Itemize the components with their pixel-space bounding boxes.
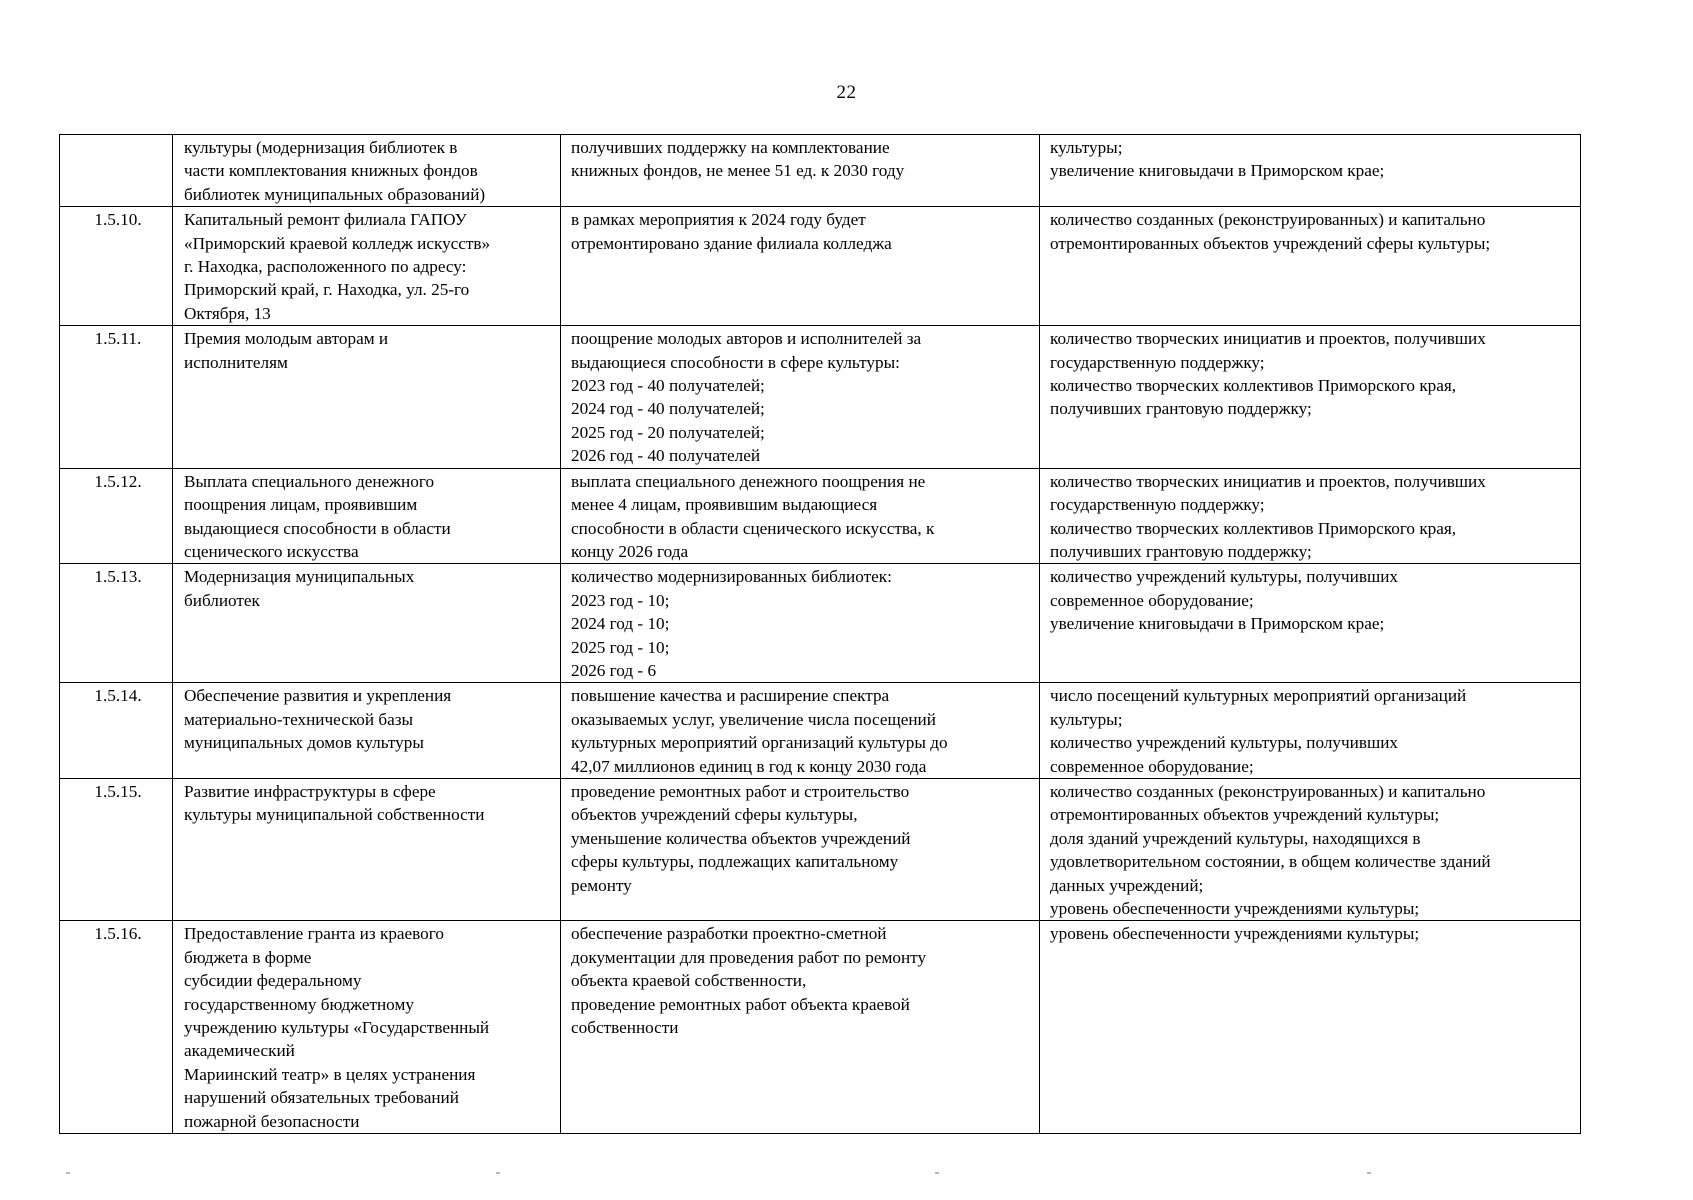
row-number: 1.5.14. [60,683,173,779]
expected-result: выплата специального денежного поощрения не менее 4 лицам, проявившим выдающиеся способности в области сценического искусства, к концу 2026 года [561,468,1040,564]
scan-dot [66,1172,70,1174]
indicator: количество творческих инициатив и проектов, получивших государственную поддержку; количество творческих коллективов Приморского края, получивших грантовую поддержку; [1040,468,1581,564]
row-number [60,135,173,207]
row-number: 1.5.11. [60,326,173,468]
table-row [60,564,1581,683]
row-number: 1.5.13. [60,564,173,683]
scan-artifacts [0,1172,1693,1182]
activity-name: Развитие инфраструктуры в сфере культуры муниципальной собственности [173,778,561,920]
indicator: количество творческих инициатив и проектов, получивших государственную поддержку; количество творческих коллективов Приморского края, получивших грантовую поддержку; [1040,326,1581,468]
indicator: уровень обеспеченности учреждениями культуры; [1040,921,1581,1134]
expected-result: повышение качества и расширение спектра оказываемых услуг, увеличение числа посещений культурных мероприятий организаций культуры до 42,07 миллионов единиц в год к концу 2030 года [561,683,1040,779]
activity-name: культуры (модернизация библиотек в части комплектования книжных фондов библиотек муниципальных образований) [173,135,561,207]
activity-name: Выплата специального денежного поощрения лицам, проявившим выдающиеся способности в области сценического искусства [173,468,561,564]
activity-name: Капитальный ремонт филиала ГАПОУ «Приморский краевой колледж искусств» г. Находка, расположенного по адресу: Приморский край, г. Находка, ул. 25-го Октября, 13 [173,207,561,326]
table-row [60,135,1581,207]
row-number: 1.5.12. [60,468,173,564]
table-row [60,326,1581,468]
activity-name: Обеспечение развития и укрепления материально-технической базы муниципальных домов культуры [173,683,561,779]
indicator: число посещений культурных мероприятий организаций культуры; количество учреждений культуры, получивших современное оборудование; [1040,683,1581,779]
table-row [60,207,1581,326]
expected-result: получивших поддержку на комплектование книжных фондов, не менее 51 ед. к 2030 году [561,135,1040,207]
scan-dot [1367,1172,1371,1174]
expected-result: в рамках мероприятия к 2024 году будет отремонтировано здание филиала колледжа [561,207,1040,326]
expected-result: количество модернизированных библиотек: 2023 год - 10; 2024 год - 10; 2025 год - 10; 2026 год - 6 [561,564,1040,683]
expected-result: поощрение молодых авторов и исполнителей за выдающиеся способности в сфере культуры: 2023 год - 40 получателей; 2024 год - 40 получателей; 2025 год - 20 получателей; 2026 год - 40 получателей [561,326,1040,468]
page-number: 22 [836,82,857,103]
scan-dot [935,1172,939,1174]
indicator: количество созданных (реконструированных) и капитально отремонтированных объектов учреждений сферы культуры; [1040,207,1581,326]
row-number: 1.5.10. [60,207,173,326]
table-row [60,778,1581,920]
table-row [60,468,1581,564]
indicator: количество созданных (реконструированных) и капитально отремонтированных объектов учреждений культуры; доля зданий учреждений культуры, находящихся в удовлетворительном состоянии, в общем количестве зданий данных учреждений; уровень обеспеченности учреждениями культуры; [1040,778,1581,920]
table-row [60,921,1581,1134]
indicator: культуры; увеличение книговыдачи в Приморском крае; [1040,135,1581,207]
expected-result: проведение ремонтных работ и строительство объектов учреждений сферы культуры, уменьшение количества объектов учреждений сферы культуры, подлежащих капитальному ремонту [561,778,1040,920]
scan-dot [496,1172,500,1174]
activity-name: Предоставление гранта из краевого бюджета в форме субсидии федеральному государственному бюджетному учреждению культуры «Государственный академический Мариинский театр» в целях устранения нарушений обязательных требований пожарной безопасности [173,921,561,1134]
row-number: 1.5.15. [60,778,173,920]
expected-result: обеспечение разработки проектно-сметной документации для проведения работ по ремонту объекта краевой собственности, проведение ремонтных работ объекта краевой собственности [561,921,1040,1134]
activities-table [59,134,1581,1134]
row-number: 1.5.16. [60,921,173,1134]
activity-name: Модернизация муниципальных библиотек [173,564,561,683]
indicator: количество учреждений культуры, получивших современное оборудование; увеличение книговыдачи в Приморском крае; [1040,564,1581,683]
table-row [60,683,1581,779]
activity-name: Премия молодым авторам и исполнителям [173,326,561,468]
